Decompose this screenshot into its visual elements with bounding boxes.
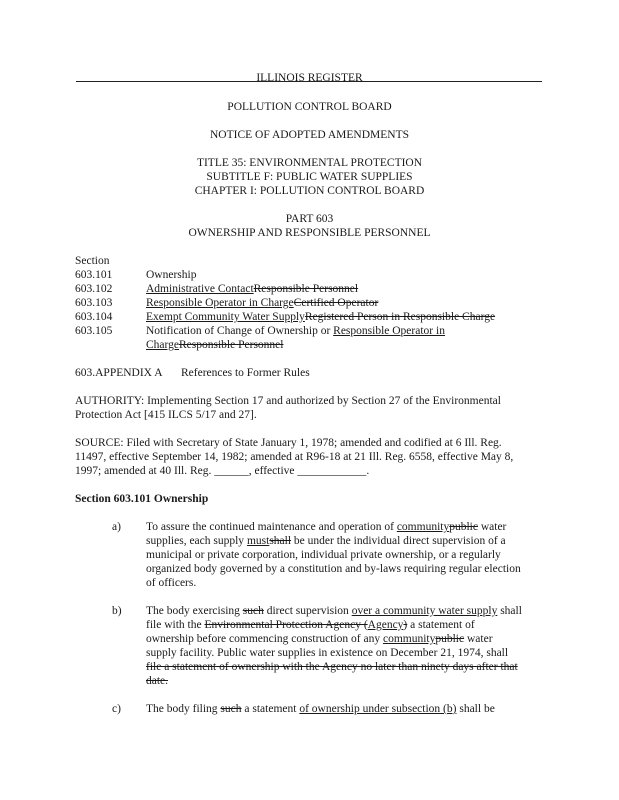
toc-section-number: 603.105 [75,325,113,337]
deleted-text: Registered Person in Responsible Charge [304,311,496,323]
deleted-text: Responsible Personnel [179,339,284,351]
toc-row-continuation [75,338,545,352]
appendix-title: References to Former Rules [181,367,310,379]
subsection-label-b: b) [112,605,122,617]
deleted-text: such [220,703,242,715]
toc-row [75,282,545,296]
deleted-text: date. [146,675,169,687]
register-header: ILLINOIS REGISTER [256,72,363,84]
deleted-text: such [242,605,264,617]
toc-section-title: Ownership [146,269,197,281]
subsection-b-line: The body exercising such direct supervision over a community water supply shall [146,605,522,617]
toc-heading: Section [75,255,110,267]
deleted-text: public [435,633,465,645]
subsection-a-line: organized body governed by a constitution and by-laws requiring regular election [146,563,521,575]
part-number: PART 603 [285,213,334,225]
deleted-text: file a statement of ownership with the Agency no later than ninety days after that [146,661,518,673]
inserted-text: must [246,535,270,547]
toc-section-number: 603.104 [75,311,113,323]
subsection-c-line: The body filing such a statement of ownership under subsection (b) shall be [146,703,495,715]
subsection-b-line [146,674,541,688]
deleted-text: shall [269,535,292,547]
chapter-line: CHAPTER I: POLLUTION CONTROL BOARD [194,185,425,197]
subsection-a-line: supplies, each supply mustshall be under the individual direct supervision of a [146,535,506,547]
source-line-1: SOURCE: Filed with Secretary of State January 1, 1978; amended and codified at 6 Ill. Reg. [75,437,502,449]
toc-row [75,296,545,310]
notice-title: NOTICE OF ADOPTED AMENDMENTS [209,129,410,141]
toc-section-number: 603.101 [75,269,113,281]
inserted-text: over a community water supply [351,605,498,617]
authority-line-2: Protection Act [415 ILCS 5/17 and 27]. [75,409,257,421]
board-name: POLLUTION CONTROL BOARD [227,101,392,113]
authority-line-1: AUTHORITY: Implementing Section 17 and authorized by Section 27 of the Environmental [75,395,501,407]
subtitle-line: SUBTITLE F: PUBLIC WATER SUPPLIES [206,171,413,183]
source-line-2: 11497, effective September 14, 1982; amended at R96-18 at 21 Ill. Reg. 6558, effective May 8, [75,451,514,463]
inserted-text: community [396,521,450,533]
subsection-a-line: municipal or private corporation, individual private ownership, or a regularly [146,549,501,561]
subsection-b-line: supply facility. Public water supplies in existence on December 21, 1974, shall [146,647,509,659]
deleted-text: Certified Operator [293,297,379,309]
subsection-a-line: of officers. [146,577,197,589]
subsection-b-line: file with the Environmental Protection Agency (Agency) a statement of [146,619,475,631]
subsection-b-line: ownership before commencing construction of any communitypublic water [146,633,493,645]
inserted-text: Administrative Contact [146,283,254,295]
header-rule [76,81,542,82]
deleted-text: Responsible Personnel [253,283,359,295]
subsection-b-line [146,660,541,674]
inserted-text: Agency [367,619,404,631]
toc-row [75,268,545,282]
inserted-text: Responsible Operator in Charge [146,297,294,309]
inserted-text: Charge [146,339,180,351]
inserted-text: Responsible Operator in [333,325,445,337]
inserted-text: community [382,633,436,645]
deleted-text: ) [403,619,408,631]
inserted-text: of ownership under subsection (b) [299,703,457,715]
toc-section-title [146,338,546,352]
deleted-text: public [449,521,478,533]
deleted-text: Environmental Protection Agency ( [204,619,368,631]
subsection-a-line: To assure the continued maintenance and operation of communitypublic water [146,521,507,533]
toc-row [75,324,545,338]
toc-section-title: Notification of Change of Ownership or Responsible Operator in [146,325,445,337]
subsection-label-a: a) [112,521,121,533]
toc-section-number: 603.103 [75,297,113,309]
toc-row [75,310,545,324]
section-heading: Section 603.101 Ownership [75,493,209,505]
toc-section-title [146,282,546,296]
part-name: OWNERSHIP AND RESPONSIBLE PERSONNEL [188,227,431,239]
source-line-3: 1997; amended at 40 Ill. Reg. ______, effective ____________. [75,465,370,477]
toc-section-title [146,310,546,324]
toc-section-title [146,296,546,310]
inserted-text: Exempt Community Water Supply [146,311,305,323]
subsection-label-c: c) [112,703,121,715]
appendix-number: 603.APPENDIX A [75,367,163,379]
toc-section-number: 603.102 [75,283,113,295]
title-line: TITLE 35: ENVIRONMENTAL PROTECTION [196,157,423,169]
